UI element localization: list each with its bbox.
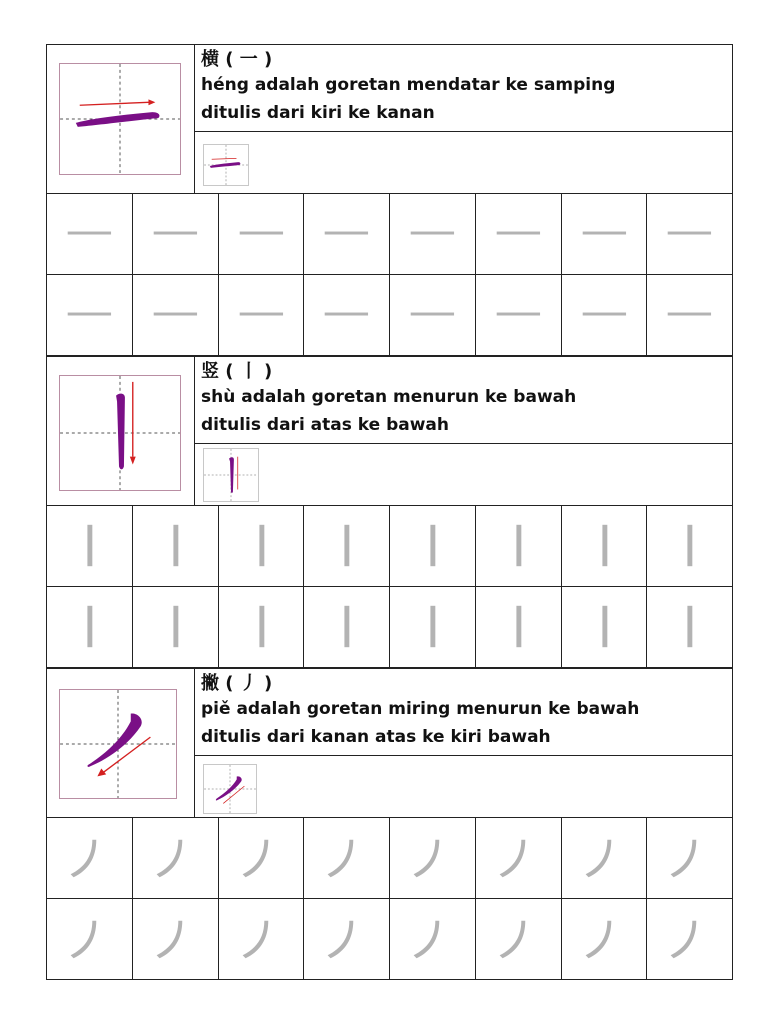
trace-cell[interactable] — [219, 817, 305, 898]
horizontal-stroke-icon — [47, 275, 132, 355]
stroke-direction: ditulis dari kanan atas ke kiri bawah — [201, 727, 551, 747]
trace-cell[interactable] — [133, 898, 219, 979]
trace-cell[interactable] — [47, 274, 133, 355]
vertical-stroke-icon — [304, 506, 389, 586]
trace-cell[interactable] — [476, 505, 562, 586]
main-demo-cell — [47, 45, 195, 193]
left-falling-stroke-icon — [304, 818, 389, 898]
vertical-stroke-icon — [219, 587, 304, 667]
vertical-stroke-icon — [562, 587, 647, 667]
trace-cell[interactable] — [47, 817, 133, 898]
trace-cell[interactable] — [304, 193, 390, 274]
vertical-stroke-icon — [304, 587, 389, 667]
header-pie — [46, 668, 733, 818]
heng-small-demo — [203, 144, 249, 186]
trace-cell[interactable] — [133, 193, 219, 274]
trace-cell[interactable] — [219, 898, 305, 979]
trace-cell[interactable] — [562, 193, 648, 274]
trace-cell[interactable] — [562, 898, 648, 979]
left-falling-stroke-icon — [390, 818, 475, 898]
practice-grid-shu — [46, 505, 733, 668]
stroke-title: 竖 ( 丨 ) — [201, 361, 273, 382]
trace-cell[interactable] — [647, 586, 733, 667]
trace-cell[interactable] — [304, 898, 390, 979]
left-falling-stroke-icon — [304, 899, 389, 979]
horizontal-stroke-icon — [219, 275, 304, 355]
trace-cell[interactable] — [133, 586, 219, 667]
trace-cell[interactable] — [476, 274, 562, 355]
trace-cell[interactable] — [304, 586, 390, 667]
trace-cell[interactable] — [133, 274, 219, 355]
trace-cell[interactable] — [390, 817, 476, 898]
trace-cell[interactable] — [390, 193, 476, 274]
vertical-stroke-icon — [204, 449, 258, 501]
left-falling-stroke-icon — [390, 899, 475, 979]
left-falling-stroke-icon — [562, 818, 647, 898]
horizontal-stroke-icon — [647, 275, 732, 355]
vertical-stroke-icon — [219, 506, 304, 586]
description-pie — [195, 669, 732, 756]
small-demo-row — [195, 756, 732, 817]
trace-cell[interactable] — [390, 505, 476, 586]
vertical-stroke-icon — [562, 506, 647, 586]
vertical-stroke-icon — [60, 376, 180, 490]
vertical-stroke-icon — [390, 506, 475, 586]
trace-cell[interactable] — [562, 274, 648, 355]
shu-small-demo — [203, 448, 259, 502]
horizontal-stroke-icon — [304, 275, 389, 355]
trace-cell[interactable] — [647, 193, 733, 274]
practice-grid-heng — [46, 193, 733, 356]
main-demo-cell — [47, 669, 195, 817]
pie-small-demo — [203, 764, 257, 814]
horizontal-stroke-icon — [562, 194, 647, 274]
section-pie — [46, 668, 733, 980]
left-falling-stroke-icon — [219, 818, 304, 898]
horizontal-stroke-icon — [204, 145, 248, 185]
trace-cell[interactable] — [219, 586, 305, 667]
trace-cell[interactable] — [476, 898, 562, 979]
vertical-stroke-icon — [647, 506, 732, 586]
horizontal-stroke-icon — [133, 275, 218, 355]
horizontal-stroke-icon — [60, 64, 180, 174]
horizontal-stroke-icon — [133, 194, 218, 274]
left-falling-stroke-icon — [133, 818, 218, 898]
left-falling-stroke-icon — [647, 818, 732, 898]
stroke-direction: ditulis dari kiri ke kanan — [201, 103, 435, 123]
stroke-title: 撇 ( 丿 ) — [201, 673, 273, 694]
left-falling-stroke-icon — [47, 899, 132, 979]
description-heng — [195, 45, 732, 132]
stroke-title: 横 ( 一 ) — [201, 49, 273, 70]
horizontal-stroke-icon — [390, 275, 475, 355]
main-demo-cell — [47, 357, 195, 505]
worksheet — [46, 44, 733, 980]
trace-cell[interactable] — [562, 817, 648, 898]
section-shu — [46, 356, 733, 668]
trace-cell[interactable] — [47, 898, 133, 979]
stroke-description: héng adalah goretan mendatar ke samping — [201, 75, 616, 95]
vertical-stroke-icon — [390, 587, 475, 667]
trace-cell[interactable] — [562, 505, 648, 586]
trace-cell[interactable] — [133, 817, 219, 898]
trace-cell[interactable] — [647, 274, 733, 355]
section-heng — [46, 44, 733, 356]
horizontal-stroke-icon — [390, 194, 475, 274]
stroke-direction: ditulis dari atas ke bawah — [201, 415, 450, 435]
trace-cell[interactable] — [647, 817, 733, 898]
heng-demo-box — [59, 63, 181, 175]
horizontal-stroke-icon — [562, 275, 647, 355]
vertical-stroke-icon — [47, 587, 132, 667]
trace-cell[interactable] — [476, 586, 562, 667]
practice-grid-pie — [46, 817, 733, 980]
trace-cell[interactable] — [390, 274, 476, 355]
left-falling-stroke-icon — [60, 690, 176, 798]
trace-cell[interactable] — [304, 274, 390, 355]
trace-cell[interactable] — [390, 898, 476, 979]
pie-demo-box — [59, 689, 177, 799]
vertical-stroke-icon — [476, 587, 561, 667]
left-falling-stroke-icon — [476, 818, 561, 898]
trace-cell[interactable] — [47, 193, 133, 274]
horizontal-stroke-icon — [304, 194, 389, 274]
trace-cell[interactable] — [647, 898, 733, 979]
trace-cell[interactable] — [219, 274, 305, 355]
horizontal-stroke-icon — [476, 194, 561, 274]
header-shu — [46, 356, 733, 506]
vertical-stroke-icon — [47, 506, 132, 586]
horizontal-stroke-icon — [476, 275, 561, 355]
trace-cell[interactable] — [562, 586, 648, 667]
shu-demo-box — [59, 375, 181, 491]
left-falling-stroke-icon — [476, 899, 561, 979]
trace-cell[interactable] — [476, 817, 562, 898]
trace-cell[interactable] — [47, 505, 133, 586]
trace-cell[interactable] — [219, 505, 305, 586]
small-demo-row — [195, 444, 732, 505]
trace-cell[interactable] — [219, 193, 305, 274]
vertical-stroke-icon — [133, 587, 218, 667]
stroke-description: shù adalah goretan menurun ke bawah — [201, 387, 577, 407]
vertical-stroke-icon — [647, 587, 732, 667]
stroke-description: piě adalah goretan miring menurun ke bawah — [201, 699, 640, 719]
left-falling-stroke-icon — [647, 899, 732, 979]
trace-cell[interactable] — [647, 505, 733, 586]
trace-cell[interactable] — [133, 505, 219, 586]
left-falling-stroke-icon — [133, 899, 218, 979]
trace-cell[interactable] — [47, 586, 133, 667]
vertical-stroke-icon — [476, 506, 561, 586]
description-shu — [195, 357, 732, 444]
vertical-stroke-icon — [133, 506, 218, 586]
horizontal-stroke-icon — [219, 194, 304, 274]
trace-cell[interactable] — [304, 505, 390, 586]
left-falling-stroke-icon — [204, 765, 256, 813]
left-falling-stroke-icon — [47, 818, 132, 898]
header-heng — [46, 44, 733, 194]
horizontal-stroke-icon — [647, 194, 732, 274]
small-demo-row — [195, 132, 732, 193]
left-falling-stroke-icon — [562, 899, 647, 979]
horizontal-stroke-icon — [47, 194, 132, 274]
trace-cell[interactable] — [304, 817, 390, 898]
trace-cell[interactable] — [476, 193, 562, 274]
trace-cell[interactable] — [390, 586, 476, 667]
left-falling-stroke-icon — [219, 899, 304, 979]
